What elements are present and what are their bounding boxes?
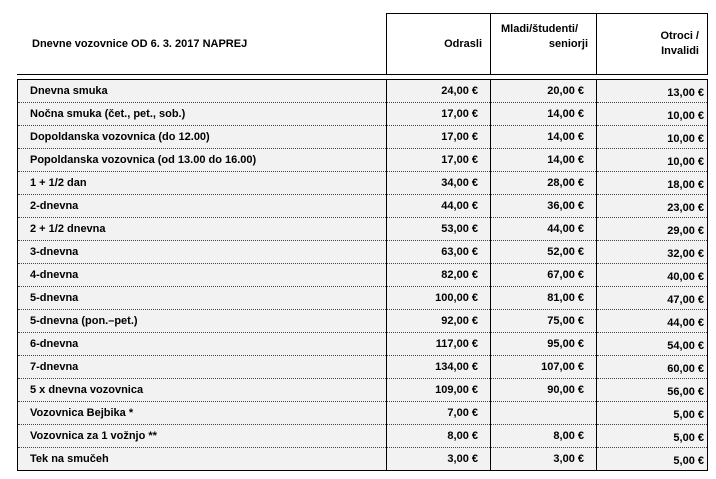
ticket-name: 5-dnevna — [18, 287, 387, 310]
header-row — [18, 14, 708, 75]
ticket-name: Vozovnica Bejbika * — [18, 402, 387, 425]
price-table-body — [18, 80, 708, 471]
price-adults: 53,00 € — [387, 218, 491, 241]
table-row — [18, 241, 708, 264]
price-children-disabled: 5,00 € — [597, 448, 708, 471]
price-children-disabled: 5,00 € — [597, 402, 708, 425]
price-children-disabled: 29,00 € — [597, 218, 708, 241]
header-adults: Odrasli — [387, 14, 491, 75]
table-row — [18, 356, 708, 379]
price-adults: 17,00 € — [387, 103, 491, 126]
price-adults: 63,00 € — [387, 241, 491, 264]
price-children-disabled: 56,00 € — [597, 379, 708, 402]
price-youth-seniors: 107,00 € — [491, 356, 597, 379]
price-adults: 100,00 € — [387, 287, 491, 310]
table-row — [18, 126, 708, 149]
table-row — [18, 310, 708, 333]
ticket-name: 3-dnevna — [18, 241, 387, 264]
price-children-disabled: 23,00 € — [597, 195, 708, 218]
table-row — [18, 218, 708, 241]
table-row — [18, 425, 708, 448]
price-children-disabled: 47,00 € — [597, 287, 708, 310]
table-row — [18, 149, 708, 172]
price-youth-seniors: 3,00 € — [491, 448, 597, 471]
ticket-name: Popoldanska vozovnica (od 13.00 do 16.00) — [18, 149, 387, 172]
price-adults: 92,00 € — [387, 310, 491, 333]
price-youth-seniors: 28,00 € — [491, 172, 597, 195]
price-youth-seniors: 67,00 € — [491, 264, 597, 287]
ticket-name: 2-dnevna — [18, 195, 387, 218]
ticket-name: Nočna smuka (čet., pet., sob.) — [18, 103, 387, 126]
price-adults: 8,00 € — [387, 425, 491, 448]
ticket-name: 4-dnevna — [18, 264, 387, 287]
price-adults: 109,00 € — [387, 379, 491, 402]
header-youth-seniors — [491, 14, 597, 75]
header-youth-line2: seniorji — [548, 38, 588, 50]
price-youth-seniors: 44,00 € — [491, 218, 597, 241]
table-title: Dnevne vozovnice OD 6. 3. 2017 NAPREJ — [18, 14, 387, 75]
price-children-disabled: 10,00 € — [597, 149, 708, 172]
ticket-name: 2 + 1/2 dnevna — [18, 218, 387, 241]
ticket-name: 6-dnevna — [18, 333, 387, 356]
ticket-name: Dopoldanska vozovnica (do 12.00) — [18, 126, 387, 149]
price-children-disabled: 32,00 € — [597, 241, 708, 264]
price-children-disabled: 54,00 € — [597, 333, 708, 356]
ticket-name: Tek na smučeh — [18, 448, 387, 471]
table-row — [18, 333, 708, 356]
price-children-disabled: 13,00 € — [597, 80, 708, 103]
price-youth-seniors: 8,00 € — [491, 425, 597, 448]
price-adults: 17,00 € — [387, 126, 491, 149]
price-adults: 17,00 € — [387, 149, 491, 172]
header-children-disabled — [597, 14, 708, 75]
table-row — [18, 448, 708, 471]
price-adults: 3,00 € — [387, 448, 491, 471]
price-children-disabled: 10,00 € — [597, 126, 708, 149]
price-youth-seniors: 20,00 € — [491, 80, 597, 103]
price-table — [17, 13, 708, 471]
price-adults: 44,00 € — [387, 195, 491, 218]
ticket-name: 5-dnevna (pon.–pet.) — [18, 310, 387, 333]
price-youth-seniors: 52,00 € — [491, 241, 597, 264]
ticket-name: 5 x dnevna vozovnica — [18, 379, 387, 402]
ticket-name: 1 + 1/2 dan — [18, 172, 387, 195]
price-youth-seniors: 14,00 € — [491, 126, 597, 149]
price-youth-seniors: 36,00 € — [491, 195, 597, 218]
price-youth-seniors: 14,00 € — [491, 103, 597, 126]
price-youth-seniors: 90,00 € — [491, 379, 597, 402]
header-youth-line1: Mladi/študenti/ — [501, 23, 578, 35]
table-row — [18, 402, 708, 425]
table-row — [18, 379, 708, 402]
price-youth-seniors: 14,00 € — [491, 149, 597, 172]
header-children-line1: Otroci / — [660, 30, 699, 42]
price-children-disabled: 44,00 € — [597, 310, 708, 333]
price-adults: 24,00 € — [387, 80, 491, 103]
table-row — [18, 103, 708, 126]
header-children-line2: Invalidi — [661, 45, 699, 57]
price-adults: 7,00 € — [387, 402, 491, 425]
ticket-name: Vozovnica za 1 vožnjo ** — [18, 425, 387, 448]
price-youth-seniors — [491, 402, 597, 425]
price-children-disabled: 18,00 € — [597, 172, 708, 195]
price-adults: 82,00 € — [387, 264, 491, 287]
price-adults: 117,00 € — [387, 333, 491, 356]
price-youth-seniors: 95,00 € — [491, 333, 597, 356]
table-row — [18, 172, 708, 195]
price-adults: 134,00 € — [387, 356, 491, 379]
price-adults: 34,00 € — [387, 172, 491, 195]
table-row — [18, 264, 708, 287]
price-youth-seniors: 75,00 € — [491, 310, 597, 333]
ticket-name: Dnevna smuka — [18, 80, 387, 103]
price-children-disabled: 40,00 € — [597, 264, 708, 287]
price-children-disabled: 60,00 € — [597, 356, 708, 379]
table-row — [18, 287, 708, 310]
table-row — [18, 80, 708, 103]
ticket-name: 7-dnevna — [18, 356, 387, 379]
table-row — [18, 195, 708, 218]
price-children-disabled: 5,00 € — [597, 425, 708, 448]
price-children-disabled: 10,00 € — [597, 103, 708, 126]
price-youth-seniors: 81,00 € — [491, 287, 597, 310]
